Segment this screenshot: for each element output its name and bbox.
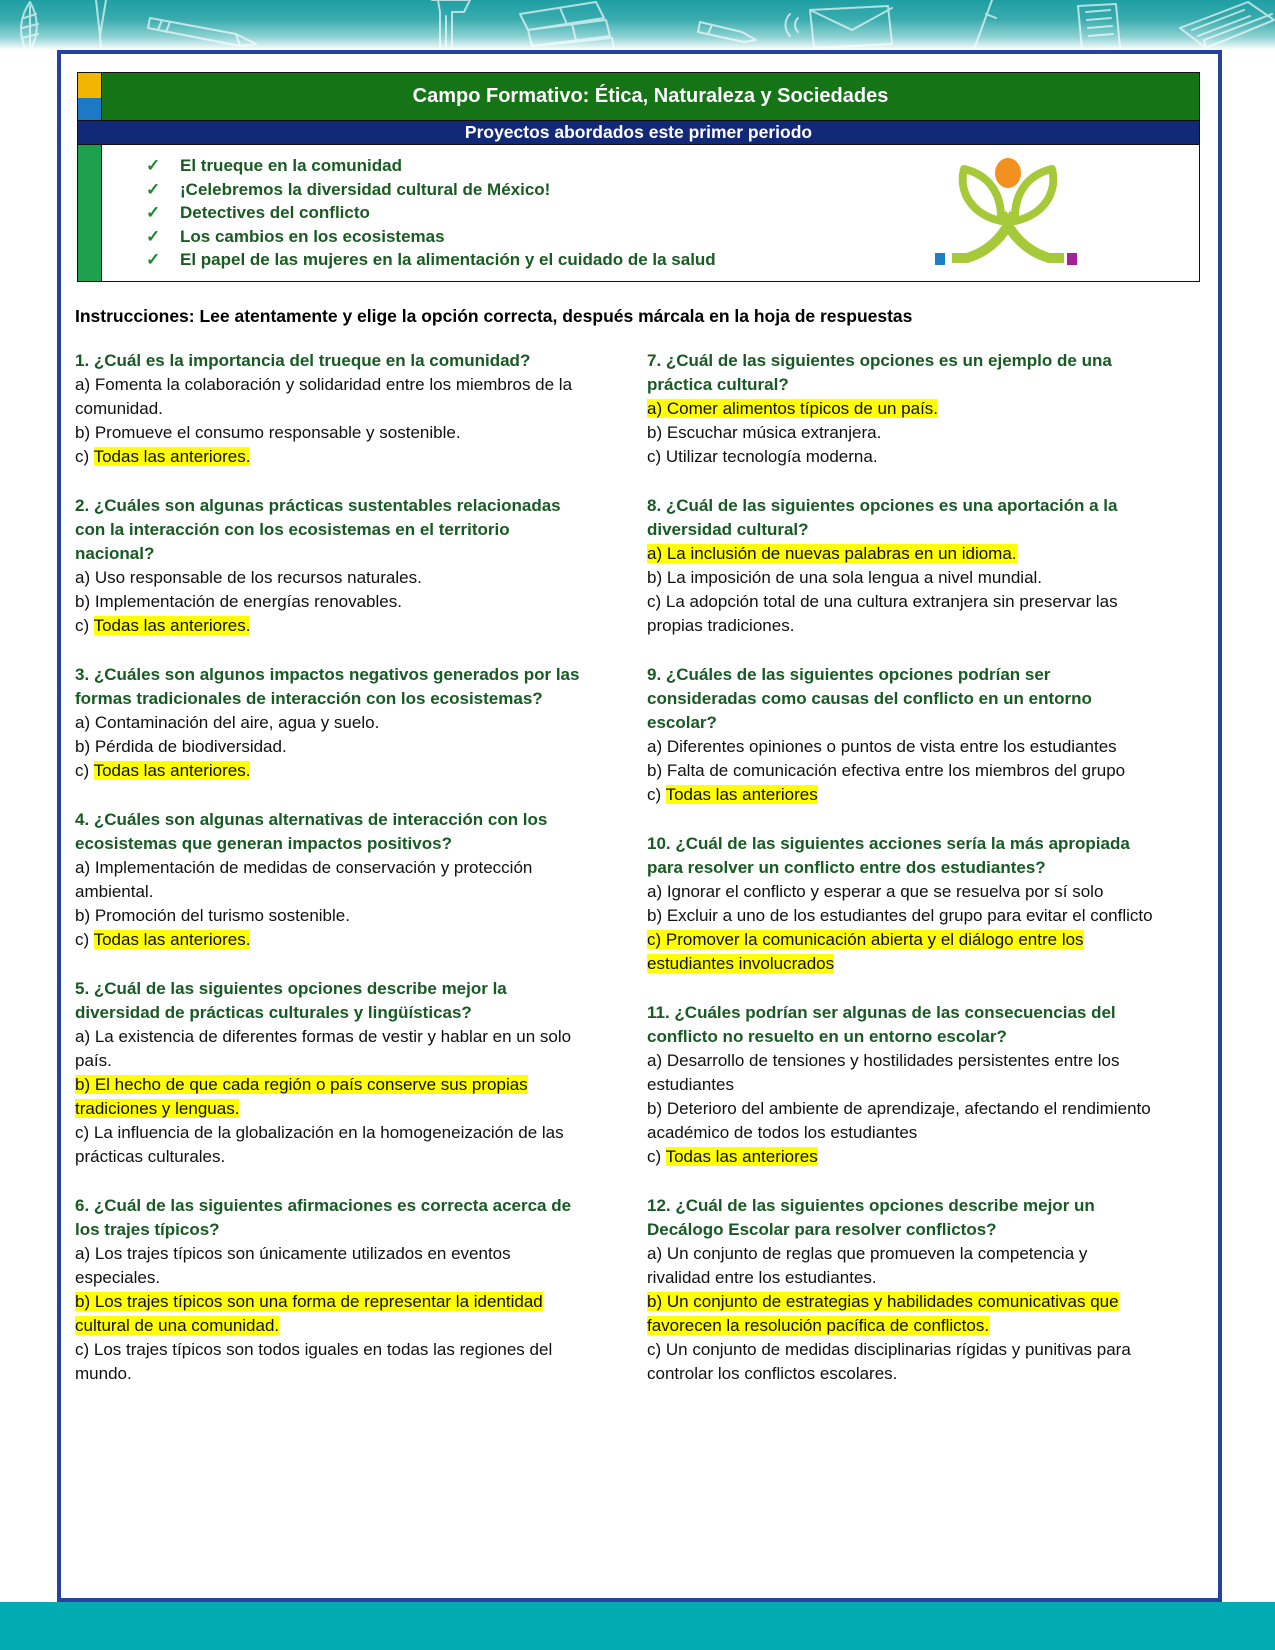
check-icon: ✓ [146, 156, 161, 175]
highlighted-answer: Todas las anteriores [665, 785, 818, 804]
question-block [647, 1001, 1155, 1169]
question-block [75, 977, 583, 1169]
project-label: ¡Celebremos la diversidad cultural de México! [180, 179, 551, 199]
question-option: c) Un conjunto de medidas disciplinarias rígidas y punitivas para controlar los conflictos escolares. [647, 1340, 1131, 1383]
question-block [647, 663, 1155, 807]
page-title: Campo Formativo: Ética, Naturaleza y Sociedades [412, 85, 889, 107]
question-block [75, 494, 583, 638]
campo-formativo-banner [101, 73, 1199, 120]
green-side-strip [78, 145, 101, 281]
question-option: c) Utilizar tecnología moderna. [647, 447, 878, 466]
plant-person-logo-icon [931, 157, 1081, 275]
question-option: a) Implementación de medidas de conservación y protección ambiental. [75, 858, 533, 901]
corner-squares [78, 73, 101, 120]
question-title: 3. ¿Cuáles son algunos impactos negativos generados por las formas tradicionales de interacción con los ecosistemas? [75, 665, 580, 708]
question-option: a) Ignorar el conflicto y esperar a que se resuelva por sí solo [647, 882, 1104, 901]
question-option: b) Promoción del turismo sostenible. [75, 906, 350, 925]
question-block [647, 1194, 1155, 1386]
question-option: b) La imposición de una sola lengua a nivel mundial. [647, 568, 1043, 587]
projects-banner [78, 121, 1199, 145]
question-title: 12. ¿Cuál de las siguientes opciones describe mejor un Decálogo Escolar para resolver conflictos? [647, 1196, 1095, 1239]
highlighted-answer: a) La inclusión de nuevas palabras en un idioma. [647, 544, 1017, 563]
question-option: a) Desarrollo de tensiones y hostilidades persistentes entre los estudiantes [647, 1051, 1120, 1094]
check-icon: ✓ [146, 250, 161, 269]
question-option: a) Fomenta la colaboración y solidaridad entre los miembros de la comunidad. [75, 375, 573, 418]
check-icon: ✓ [146, 203, 161, 222]
question-block [647, 832, 1155, 976]
question-title: 1. ¿Cuál es la importancia del trueque en la comunidad? [75, 351, 531, 370]
check-icon: ✓ [146, 226, 161, 246]
question-block [75, 663, 583, 783]
question-option: b) Escuchar música extranjera. [647, 423, 882, 442]
blue-square [78, 98, 101, 120]
question-option [647, 397, 1155, 421]
question-option: c) La influencia de la globalización en la homogeneización de las prácticas culturales. [75, 1123, 564, 1166]
question-title: 6. ¿Cuál de las siguientes afirmaciones es correcta acerca de los trajes típicos? [75, 1196, 572, 1239]
question-option: a) Contaminación del aire, agua y suelo. [75, 713, 380, 732]
questions-container [75, 349, 1206, 1411]
top-decorative-band [0, 0, 1275, 50]
question-option [647, 1290, 1155, 1338]
question-option [75, 1073, 583, 1121]
header-table [77, 72, 1200, 282]
question-option: c) Todas las anteriores [647, 785, 818, 804]
question-option: b) Excluir a uno de los estudiantes del grupo para evitar el conflicto [647, 906, 1153, 925]
highlighted-answer: Todas las anteriores [665, 1147, 818, 1166]
question-block [75, 349, 583, 469]
bottom-decorative-band [0, 1602, 1275, 1650]
question-option: c) Los trajes típicos son todos iguales en todas las regiones del mundo. [75, 1340, 553, 1383]
header-title-row [78, 73, 1199, 121]
yellow-square [78, 73, 101, 98]
school-doodles-icon [0, 0, 1275, 50]
question-option: c) Todas las anteriores. [75, 447, 251, 466]
question-title: 7. ¿Cuál de las siguientes opciones es un ejemplo de una práctica cultural? [647, 351, 1112, 394]
question-option: a) Un conjunto de reglas que promueven la competencia y rivalidad entre los estudiantes. [647, 1244, 1088, 1287]
question-block [75, 808, 583, 952]
highlighted-answer: Todas las anteriores. [93, 761, 251, 780]
project-label: El papel de las mujeres en la alimentación y el cuidado de la salud [180, 250, 716, 269]
highlighted-answer: c) Promover la comunicación abierta y el diálogo entre los estudiantes involucrados [647, 930, 1084, 973]
question-title: 5. ¿Cuál de las siguientes opciones describe mejor la diversidad de prácticas culturales y lingüísticas? [75, 979, 507, 1022]
question-block [647, 349, 1155, 469]
highlighted-answer: a) Comer alimentos típicos de un país. [647, 399, 939, 418]
question-title: 9. ¿Cuáles de las siguientes opciones podrían ser consideradas como causas del conflicto en un entorno escolar? [647, 665, 1092, 732]
question-option: c) Todas las anteriores. [75, 761, 251, 780]
project-label: El trueque en la comunidad [180, 156, 402, 175]
worksheet-page [57, 50, 1222, 1602]
question-title: 2. ¿Cuáles son algunas prácticas sustentables relacionadas con la interacción con los ecosistemas en el territorio nacional? [75, 496, 561, 563]
projects-subtitle: Proyectos abordados este primer periodo [464, 122, 813, 142]
project-label: Los cambios en los ecosistemas [180, 226, 445, 246]
question-block [75, 1194, 583, 1386]
project-label: Detectives del conflicto [180, 203, 370, 222]
question-option: b) Implementación de energías renovables. [75, 592, 402, 611]
highlighted-answer: b) El hecho de que cada región o país conserve sus propias tradiciones y lenguas. [75, 1075, 528, 1118]
question-option: c) La adopción total de una cultura extranjera sin preservar las propias tradiciones. [647, 592, 1118, 635]
question-option: a) Los trajes típicos son únicamente utilizados en eventos especiales. [75, 1244, 511, 1287]
question-title: 11. ¿Cuáles podrían ser algunas de las consecuencias del conflicto no resuelto en un entorno escolar? [647, 1003, 1116, 1046]
question-option: c) Todas las anteriores. [75, 930, 251, 949]
check-icon: ✓ [146, 179, 161, 199]
question-option: b) Deterioro del ambiente de aprendizaje, afectando el rendimiento académico de todos los estudiantes [647, 1099, 1151, 1142]
question-option [647, 542, 1155, 566]
question-option: c) Todas las anteriores [647, 1147, 818, 1166]
question-option: b) Falta de comunicación efectiva entre los miembros del grupo [647, 761, 1126, 780]
highlighted-answer: Todas las anteriores. [93, 616, 251, 635]
highlighted-answer: b) Los trajes típicos son una forma de representar la identidad cultural de una comunidad. [75, 1292, 543, 1335]
highlighted-answer: Todas las anteriores. [93, 447, 251, 466]
question-option: b) Pérdida de biodiversidad. [75, 737, 287, 756]
questions-column-right [647, 349, 1155, 1411]
questions-column-left [75, 349, 583, 1411]
highlighted-answer: Todas las anteriores. [93, 930, 251, 949]
highlighted-answer: b) Un conjunto de estrategias y habilidades comunicativas que favorecen la resolución pacífica de conflictos. [647, 1292, 1119, 1335]
question-option [75, 1290, 583, 1338]
instructions-text: Instrucciones: Lee atentamente y elige la opción correcta, después márcala en la hoja de respuestas [75, 306, 913, 326]
question-title: 8. ¿Cuál de las siguientes opciones es una aportación a la diversidad cultural? [647, 496, 1118, 539]
projects-row [78, 145, 1199, 281]
question-option: b) Promueve el consumo responsable y sostenible. [75, 423, 461, 442]
question-title: 4. ¿Cuáles son algunas alternativas de interacción con los ecosistemas que generan impactos positivos? [75, 810, 548, 853]
question-title: 10. ¿Cuál de las siguientes acciones sería la más apropiada para resolver un conflicto entre dos estudiantes? [647, 834, 1130, 877]
question-option: a) Diferentes opiniones o puntos de vista entre los estudiantes [647, 737, 1117, 756]
question-option: a) La existencia de diferentes formas de vestir y hablar en un solo país. [75, 1027, 572, 1070]
question-option [647, 928, 1155, 976]
question-option: c) Todas las anteriores. [75, 616, 251, 635]
question-option: a) Uso responsable de los recursos naturales. [75, 568, 422, 587]
question-block [647, 494, 1155, 638]
